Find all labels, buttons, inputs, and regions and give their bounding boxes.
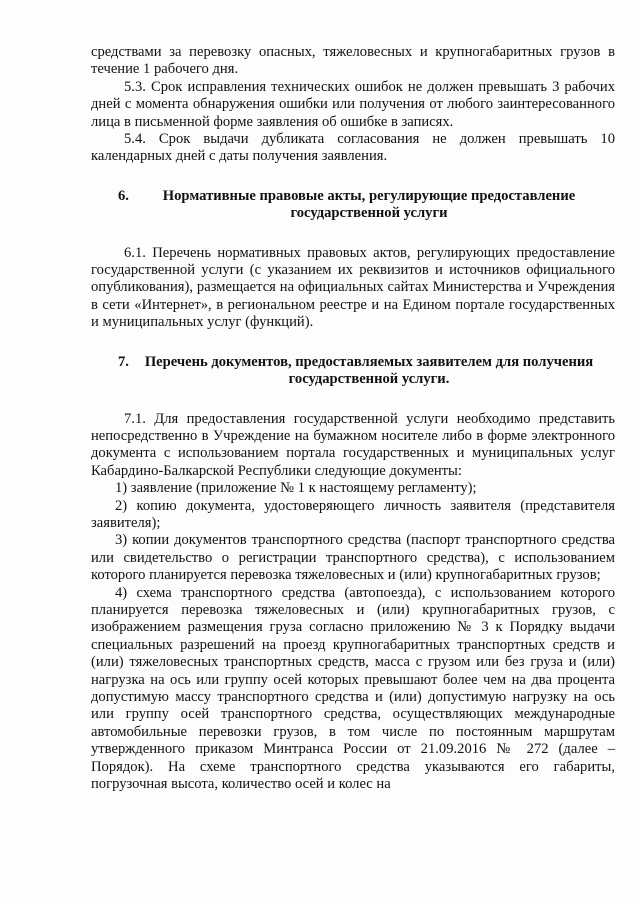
section-title: Нормативные правовые акты, регулирующие предоставление государственной услуги <box>162 187 576 222</box>
section-heading <box>91 188 615 223</box>
section-title: Перечень документов, предоставляемых заявителем для получения государственной услуги. <box>144 353 594 388</box>
spacer <box>91 389 615 411</box>
document-body <box>91 44 615 793</box>
paragraph: 5.4. Срок выдачи дубликата согласования не должен превышать 10 календарных дней с даты получения заявления. <box>91 131 615 165</box>
paragraph: 6.1. Перечень нормативных правовых актов, регулирующих предоставление государственной услуги (с указанием их реквизитов и источников официального опубликования), размещается на официальных сайтах Министерства и Учреждения в сети «Интернет», в региональном реестре и на Едином портале государственных и муниципальных услуг (функций). <box>91 244 615 331</box>
section-number: 6. <box>118 187 129 204</box>
spacer <box>91 332 615 354</box>
paragraph: 1) заявление (приложение № 1 к настоящему регламенту); <box>115 480 477 497</box>
paragraph: 5.3. Срок исправления технических ошибок не должен превышать 3 рабочих дней с момента обнаружения ошибки или получения от любого заинтересованного лица в письменной форме заявления об ошибке в записях. <box>91 78 615 130</box>
paragraph: 7.1. Для предоставления государственной услуги необходимо представить непосредственно в Учреждение на бумажном носителе либо в форме электронного документа с использованием портала государственных и муниципальных услуг Кабардино-Балкарской Республики следующие документы: <box>91 410 615 479</box>
paragraph: средствами за перевозку опасных, тяжеловесных и крупногабаритных грузов в течение 1 рабочего дня. <box>91 44 615 78</box>
paragraph: 2) копию документа, удостоверяющего личность заявителя (представителя заявителя); <box>91 497 615 531</box>
section-number: 7. <box>118 353 129 370</box>
section-heading <box>91 354 615 389</box>
paragraph: 4) схема транспортного средства (автопоезда), с использованием которого планируется перевозка тяжеловесных и (или) крупногабаритных грузов, с изображением размещения груза согласно приложению № 3 к Порядку выдачи специальных разрешений на проезд крупногабаритных транспортных средств и (или) тяжеловесных транспортных средств, масса с грузом или без груза и (или) нагрузка на ось или группу осей которых превышают более чем на два процента допустимую массу транспортного средства и (или) допустимую нагрузку на ось или группу осей транспортного средства, осуществляющих международные автомобильные перевозки грузов, в том числе по постоянным маршрутам утвержденного приказом Минтранса России от 21.09.2016 № 272 (далее – Порядок). На схеме транспортного средства указываются его габариты, погрузочная высота, количество осей и колес на <box>91 584 615 793</box>
spacer <box>91 223 615 245</box>
paragraph: 3) копии документов транспортного средства (паспорт транспортного средства или свидетельство о регистрации транспортного средства), с использованием которого планируется перевозка тяжеловесных и (или) крупногабаритных грузов; <box>91 532 615 584</box>
spacer <box>91 166 615 188</box>
